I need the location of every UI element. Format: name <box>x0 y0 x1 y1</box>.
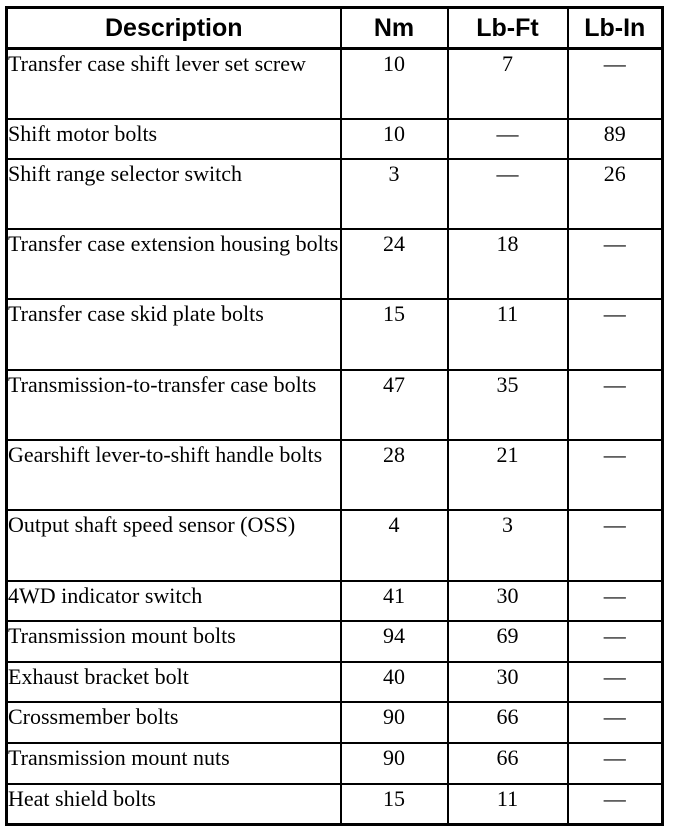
header-description: Description <box>7 8 341 49</box>
cell-description: Transfer case extension housing bolts <box>7 229 341 299</box>
cell-lb-ft: — <box>448 119 568 159</box>
cell-lb-ft: 66 <box>448 743 568 784</box>
table-row <box>7 510 663 580</box>
cell-lb-ft: 30 <box>448 581 568 621</box>
table-row <box>7 743 663 784</box>
cell-lb-in: — <box>568 621 663 662</box>
cell-nm: 24 <box>341 229 448 299</box>
cell-lb-in: — <box>568 581 663 621</box>
cell-description: Crossmember bolts <box>7 702 341 743</box>
cell-description: Transmission mount bolts <box>7 621 341 662</box>
cell-lb-ft: 35 <box>448 370 568 440</box>
header-row <box>7 8 663 49</box>
table-row <box>7 581 663 621</box>
cell-description: 4WD indicator switch <box>7 581 341 621</box>
cell-lb-in: 26 <box>568 159 663 229</box>
table-row <box>7 621 663 662</box>
header-lb-in: Lb-In <box>568 8 663 49</box>
cell-lb-in: — <box>568 49 663 119</box>
cell-lb-in: — <box>568 702 663 743</box>
cell-nm: 3 <box>341 159 448 229</box>
cell-nm: 15 <box>341 299 448 369</box>
cell-lb-in: — <box>568 440 663 510</box>
cell-lb-in: — <box>568 662 663 702</box>
cell-description: Output shaft speed sensor (OSS) <box>7 510 341 580</box>
cell-lb-in: — <box>568 743 663 784</box>
table-row <box>7 784 663 824</box>
cell-nm: 15 <box>341 784 448 824</box>
cell-description: Transmission mount nuts <box>7 743 341 784</box>
cell-lb-in: — <box>568 299 663 369</box>
cell-lb-ft: 11 <box>448 299 568 369</box>
cell-description: Transmission-to-transfer case bolts <box>7 370 341 440</box>
table-row <box>7 49 663 119</box>
cell-lb-ft: — <box>448 159 568 229</box>
cell-lb-ft: 3 <box>448 510 568 580</box>
cell-lb-in: — <box>568 510 663 580</box>
cell-description: Gearshift lever-to-shift handle bolts <box>7 440 341 510</box>
table-row <box>7 119 663 159</box>
cell-description: Exhaust bracket bolt <box>7 662 341 702</box>
table-row <box>7 299 663 369</box>
cell-nm: 94 <box>341 621 448 662</box>
table-row <box>7 159 663 229</box>
cell-nm: 90 <box>341 743 448 784</box>
table-row <box>7 370 663 440</box>
cell-lb-in: 89 <box>568 119 663 159</box>
cell-lb-ft: 66 <box>448 702 568 743</box>
cell-nm: 10 <box>341 49 448 119</box>
cell-description: Transfer case shift lever set screw <box>7 49 341 119</box>
cell-nm: 90 <box>341 702 448 743</box>
cell-lb-ft: 11 <box>448 784 568 824</box>
cell-description: Shift motor bolts <box>7 119 341 159</box>
header-nm: Nm <box>341 8 448 49</box>
table-row <box>7 702 663 743</box>
cell-nm: 10 <box>341 119 448 159</box>
cell-description: Heat shield bolts <box>7 784 341 824</box>
cell-lb-in: — <box>568 229 663 299</box>
cell-nm: 40 <box>341 662 448 702</box>
cell-lb-ft: 7 <box>448 49 568 119</box>
torque-spec-table <box>5 6 664 826</box>
cell-lb-in: — <box>568 784 663 824</box>
cell-nm: 47 <box>341 370 448 440</box>
cell-nm: 4 <box>341 510 448 580</box>
table-row <box>7 440 663 510</box>
cell-nm: 41 <box>341 581 448 621</box>
table-row <box>7 229 663 299</box>
cell-lb-ft: 18 <box>448 229 568 299</box>
cell-description: Transfer case skid plate bolts <box>7 299 341 369</box>
header-lb-ft: Lb-Ft <box>448 8 568 49</box>
cell-lb-in: — <box>568 370 663 440</box>
table-row <box>7 662 663 702</box>
cell-lb-ft: 21 <box>448 440 568 510</box>
cell-description: Shift range selector switch <box>7 159 341 229</box>
cell-nm: 28 <box>341 440 448 510</box>
cell-lb-ft: 69 <box>448 621 568 662</box>
cell-lb-ft: 30 <box>448 662 568 702</box>
